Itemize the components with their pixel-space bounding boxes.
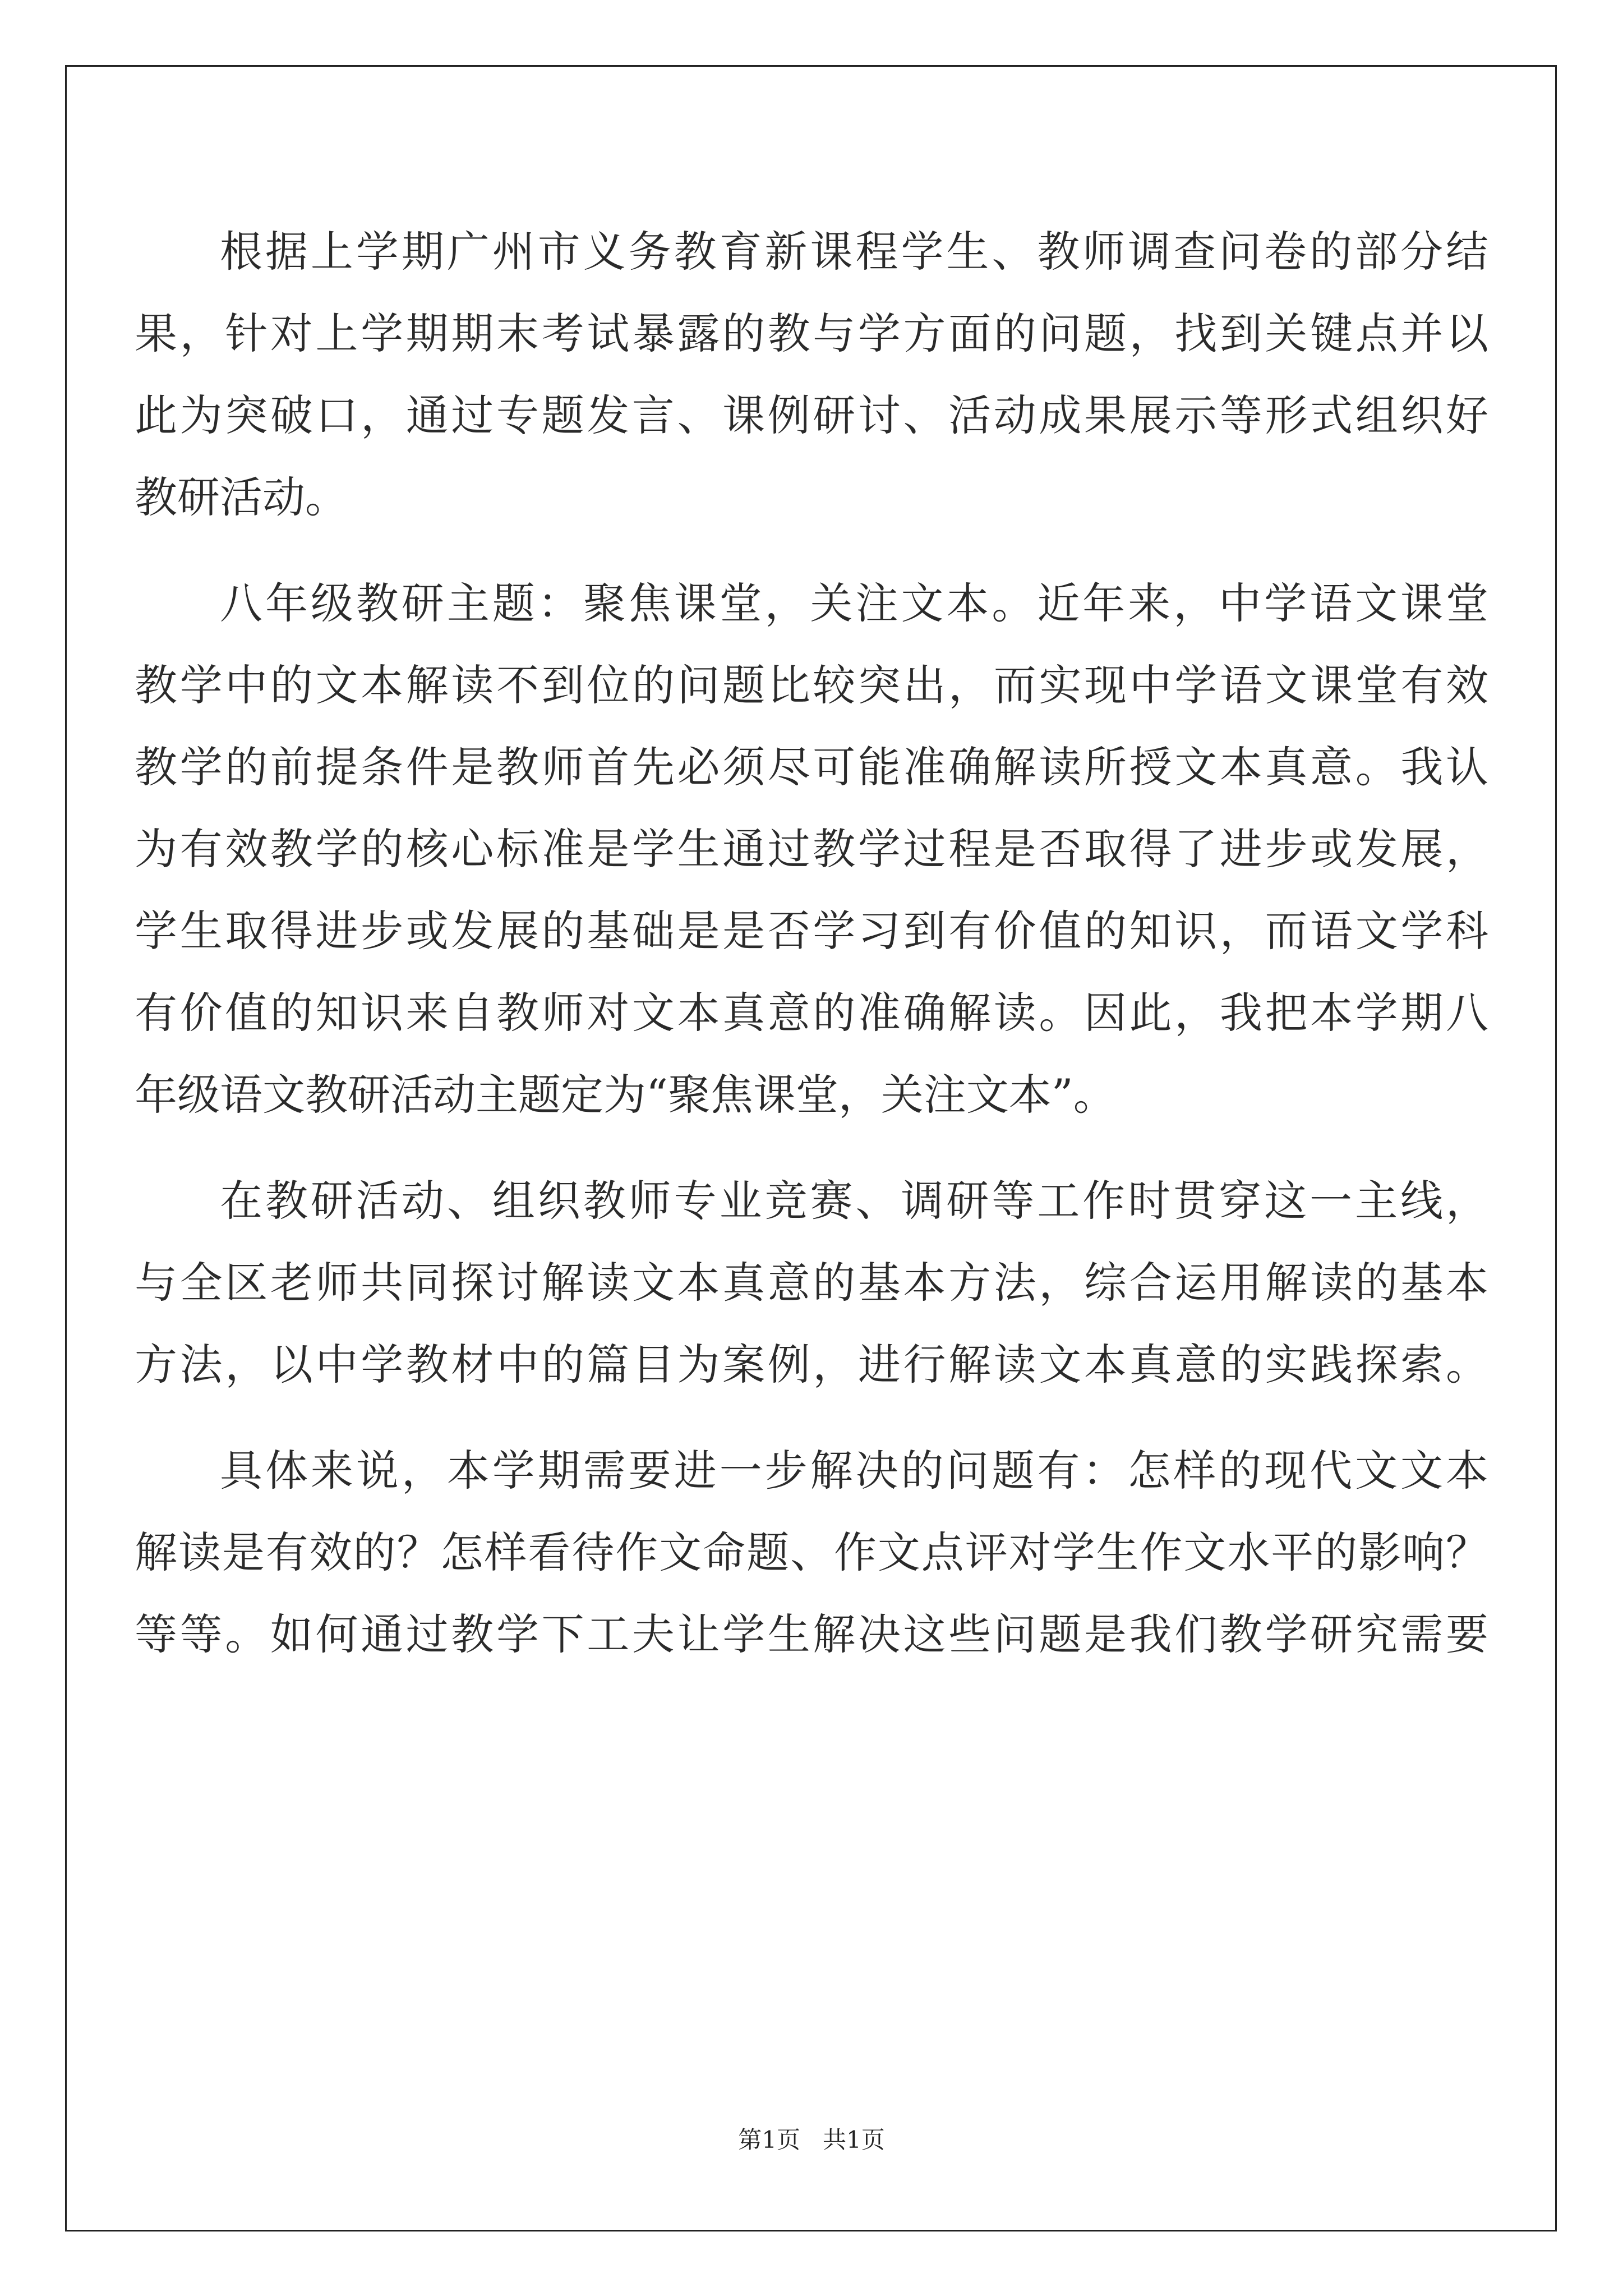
text-line: 等等。如何通过教学下工夫让学生解决这些问题是我们教学研究需要 — [135, 1609, 1488, 1659]
text-line: 学生取得进步或发展的基础是是否学习到有价值的知识，而语文学科 — [135, 906, 1488, 956]
text-line: 方法，以中学教材中的篇目为案例，进行解读文本真意的实践探索。 — [135, 1340, 1488, 1389]
text-line: 解读是有效的？怎样看待作文命题、作文点评对学生作文水平的影响？ — [135, 1527, 1488, 1577]
page-count: 共1页 — [823, 2126, 885, 2154]
text-line: 为有效教学的核心标准是学生通过教学过程是否取得了进步或发展， — [135, 824, 1488, 874]
text-line: 与全区老师共同探讨解读文本真意的基本方法，综合运用解读的基本 — [135, 1258, 1488, 1308]
text-line: 在教研活动、组织教师专业竞赛、调研等工作时贯穿这一主线， — [220, 1176, 1488, 1226]
document-body — [135, 0, 1488, 2296]
text-line: 年级语文教研活动主题定为“聚焦课堂，关注文本”。 — [135, 1070, 1116, 1120]
text-line: 教学中的文本解读不到位的问题比较突出，而实现中学语文课堂有效 — [135, 660, 1488, 710]
page-number: 第1页 — [738, 2126, 800, 2154]
text-line: 果，针对上学期期末考试暴露的教与学方面的问题，找到关键点并以 — [135, 309, 1488, 358]
text-line: 教研活动。 — [135, 472, 348, 522]
text-line: 此为突破口，通过专题发言、课例研讨、活动成果展示等形式组织好 — [135, 390, 1488, 440]
text-line: 教学的前提条件是教师首先必须尽可能准确解读所授文本真意。我认 — [135, 742, 1488, 792]
text-line: 有价值的知识来自教师对文本真意的准确解读。因此，我把本学期八 — [135, 988, 1488, 1038]
text-line: 根据上学期广州市义务教育新课程学生、教师调查问卷的部分结 — [220, 227, 1488, 277]
text-line: 具体来说，本学期需要进一步解决的问题有：怎样的现代文文本 — [220, 1446, 1488, 1496]
text-line: 八年级教研主题：聚焦课堂，关注文本。近年来，中学语文课堂 — [220, 578, 1488, 628]
page-footer — [0, 2120, 1623, 2160]
